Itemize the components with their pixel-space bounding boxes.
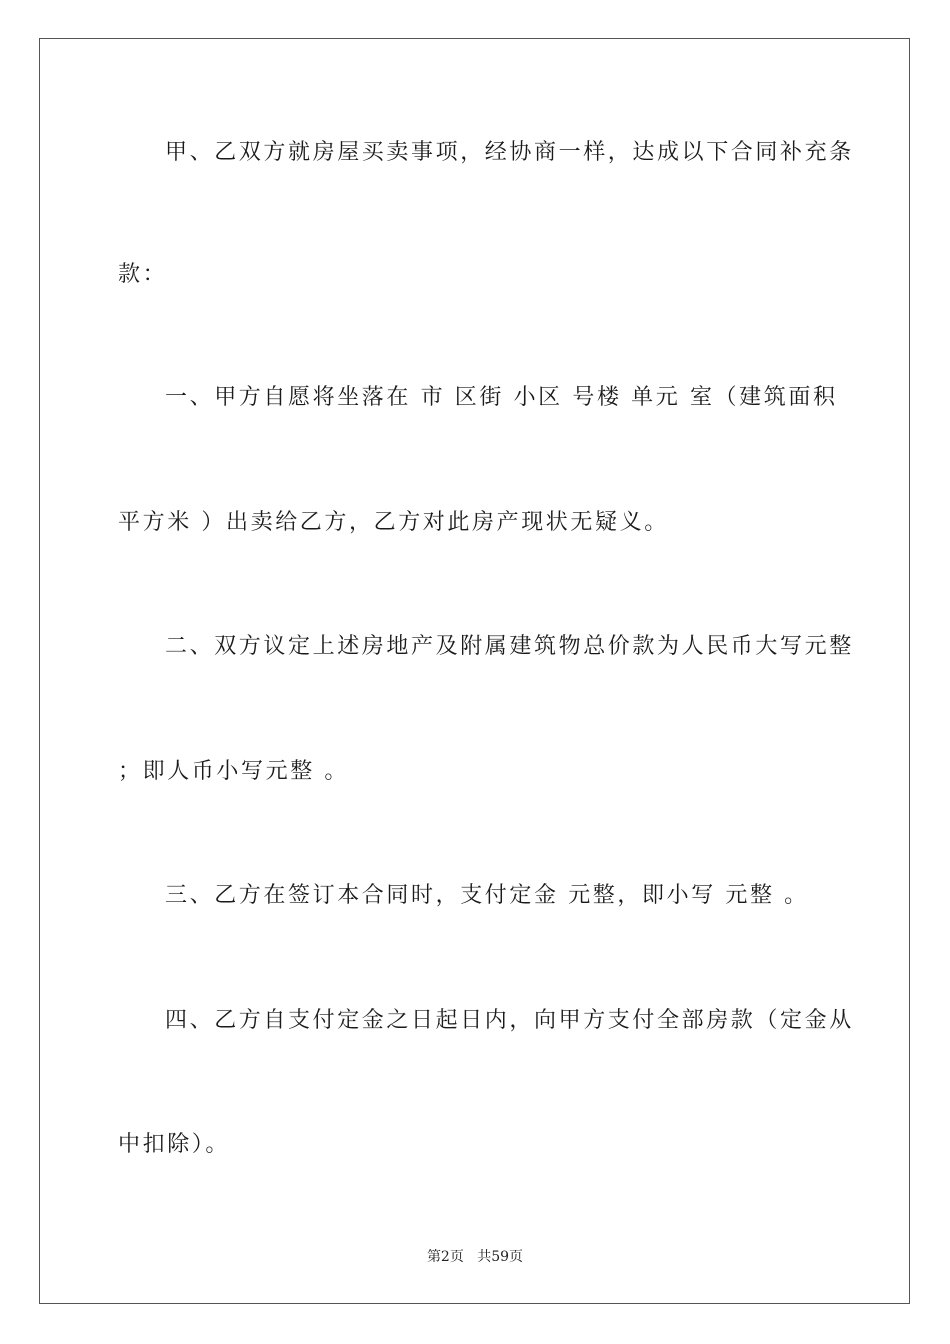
clause-2-line-2: ；即人币小写元整 。 bbox=[118, 759, 349, 784]
clause-4-line-1: 四、乙方自支付定金之日起日内，向甲方支付全部房款（定金从 bbox=[165, 1008, 854, 1033]
paragraph-intro-line-2: 款： bbox=[118, 262, 168, 287]
page-number: 第2页 bbox=[426, 1249, 464, 1265]
paragraph-intro-line-1: 甲、乙双方就房屋买卖事项，经协商一样，达成以下合同补充条 bbox=[165, 140, 854, 165]
clause-2-line-1: 二、双方议定上述房地产及附属建筑物总价款为人民币大写元整 bbox=[165, 634, 854, 659]
clause-3-line-1: 三、乙方在签订本合同时，支付定金 元整，即小写 元整 。 bbox=[165, 883, 809, 908]
page-total: 共59页 bbox=[477, 1249, 524, 1265]
clause-1-line-2: 平方米 ）出卖给乙方，乙方对此房产现状无疑义。 bbox=[118, 510, 669, 535]
clause-4-line-2: 中扣除）。 bbox=[118, 1132, 231, 1157]
clause-1-line-1: 一、甲方自愿将坐落在 市 区街 小区 号楼 单元 室（建筑面积 bbox=[165, 385, 838, 410]
page-footer bbox=[0, 1248, 950, 1266]
page-border bbox=[39, 38, 910, 1304]
